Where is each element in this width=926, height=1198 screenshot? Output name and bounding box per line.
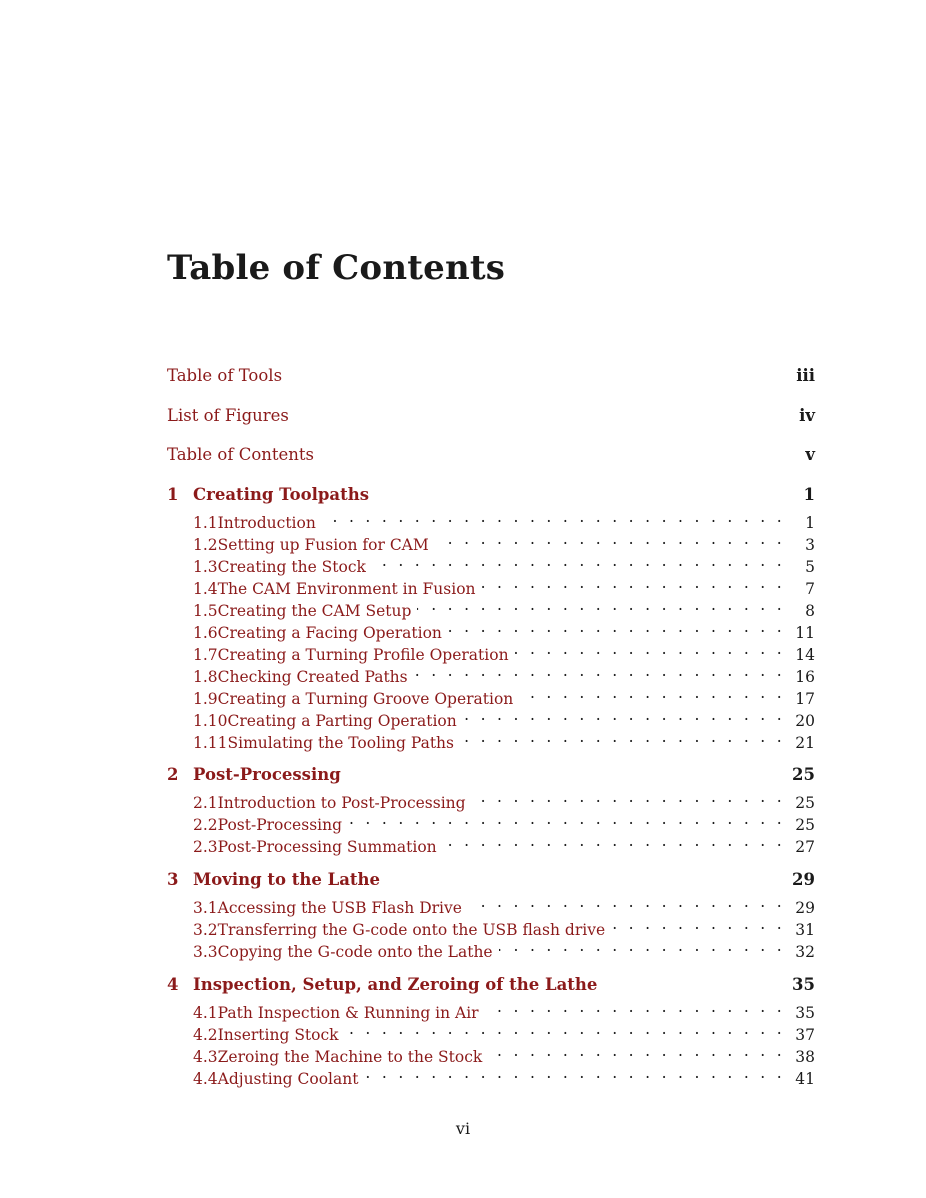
chapter-page: 29 <box>792 870 815 889</box>
toc-section-entry[interactable] <box>167 786 815 812</box>
leader-dots <box>468 891 785 913</box>
section-number: 2.1 <box>193 794 218 812</box>
toc-section-entry[interactable] <box>167 1040 815 1066</box>
toc-section-entry[interactable] <box>167 935 815 961</box>
section-title[interactable]: The CAM Environment in Fusion <box>217 580 476 598</box>
section-title[interactable]: Introduction <box>217 514 316 532</box>
toc-front-entry[interactable] <box>167 444 815 466</box>
toc-section-entry[interactable] <box>167 891 815 917</box>
section-number: 3.1 <box>193 899 218 917</box>
section-number: 3.3 <box>193 943 218 961</box>
toc-section-entry[interactable] <box>167 572 815 598</box>
leader-dots <box>519 682 785 704</box>
section-title[interactable]: Creating a Turning Groove Operation <box>217 690 514 708</box>
section-number: 1.9 <box>193 690 218 708</box>
toc-section-entry[interactable] <box>167 616 815 642</box>
section-number: 1.4 <box>193 580 218 598</box>
section-title[interactable]: Creating a Parting Operation <box>227 712 457 730</box>
toc-chapter-entry[interactable] <box>167 484 815 506</box>
section-title[interactable]: Adjusting Coolant <box>217 1070 359 1088</box>
chapter-number: 4 <box>167 975 179 994</box>
leader-dots <box>482 572 785 594</box>
leader-dots <box>417 594 785 616</box>
section-page: 1 <box>805 514 815 532</box>
section-title[interactable]: Checking Created Paths <box>217 668 408 686</box>
chapter-number: 3 <box>167 870 179 889</box>
section-page: 14 <box>795 646 815 664</box>
chapter-title[interactable]: Moving to the Lathe <box>193 870 381 889</box>
section-title[interactable]: Accessing the USB Flash Drive <box>217 899 462 917</box>
toc-front-entry[interactable] <box>167 405 815 427</box>
section-title[interactable]: Creating a Turning Profile Operation <box>217 646 509 664</box>
section-number: 1.7 <box>193 646 218 664</box>
leader-dots <box>611 913 785 935</box>
section-number: 1.5 <box>193 602 218 620</box>
section-page: 41 <box>795 1070 815 1088</box>
toc-chapter-entry[interactable] <box>167 764 815 786</box>
section-title[interactable]: Post-Processing <box>217 816 343 834</box>
toc-section-entry[interactable] <box>167 638 815 664</box>
toc-section-entry[interactable] <box>167 808 815 834</box>
section-number: 4.1 <box>193 1004 218 1022</box>
toc-section-entry[interactable] <box>167 594 815 620</box>
section-page: 32 <box>795 943 815 961</box>
toc-section-entry[interactable] <box>167 1062 815 1088</box>
chapter-page: 35 <box>792 975 815 994</box>
section-title[interactable]: Copying the G-code onto the Lathe <box>217 943 493 961</box>
toc-section-entry[interactable] <box>167 830 815 856</box>
section-number: 4.3 <box>193 1048 218 1066</box>
leader-dots <box>515 638 785 660</box>
section-number: 1.2 <box>193 536 218 554</box>
section-page: 29 <box>795 899 815 917</box>
chapter-page: 1 <box>803 485 815 504</box>
section-title[interactable]: Inserting Stock <box>217 1026 339 1044</box>
toc-entry-label[interactable]: List of Figures <box>167 406 289 425</box>
section-page: 11 <box>795 624 815 642</box>
toc-section-entry[interactable] <box>167 996 815 1022</box>
section-number: 1.8 <box>193 668 218 686</box>
section-title[interactable]: Simulating the Tooling Paths <box>227 734 454 752</box>
section-page: 38 <box>795 1048 815 1066</box>
section-number: 1.10 <box>193 712 228 730</box>
leader-dots <box>414 660 785 682</box>
leader-dots <box>345 1018 785 1040</box>
page-title: Table of Contents <box>167 248 506 288</box>
section-number: 4.2 <box>193 1026 218 1044</box>
section-page: 35 <box>795 1004 815 1022</box>
toc-entry-label[interactable]: Table of Tools <box>167 366 283 385</box>
leader-dots <box>460 726 785 748</box>
toc-section-entry[interactable] <box>167 528 815 554</box>
toc-section-entry[interactable] <box>167 726 815 752</box>
section-page: 17 <box>795 690 815 708</box>
section-page: 3 <box>805 536 815 554</box>
toc-chapter-entry[interactable] <box>167 869 815 891</box>
leader-dots <box>448 616 785 638</box>
leader-dots <box>364 1062 785 1084</box>
section-page: 31 <box>795 921 815 939</box>
leader-dots <box>443 830 785 852</box>
toc-chapter-entry[interactable] <box>167 974 815 996</box>
section-page: 5 <box>805 558 815 576</box>
section-number: 1.6 <box>193 624 218 642</box>
section-page: 7 <box>805 580 815 598</box>
section-page: 20 <box>795 712 815 730</box>
chapter-title[interactable]: Creating Toolpaths <box>193 485 369 504</box>
section-number: 4.4 <box>193 1070 218 1088</box>
section-number: 1.1 <box>193 514 218 532</box>
chapter-page: 25 <box>792 765 815 784</box>
section-title[interactable]: Creating a Facing Operation <box>217 624 442 642</box>
toc-front-entry[interactable] <box>167 365 815 387</box>
toc-entry-label[interactable]: Table of Contents <box>167 445 315 464</box>
section-title[interactable]: Zeroing the Machine to the Stock <box>217 1048 483 1066</box>
leader-dots <box>485 996 785 1018</box>
toc-entry-page: v <box>805 445 815 464</box>
section-title[interactable]: Setting up Fusion for CAM <box>217 536 429 554</box>
chapter-number: 1 <box>167 485 179 504</box>
toc-section-entry[interactable] <box>167 913 815 939</box>
section-number: 2.3 <box>193 838 218 856</box>
toc-section-entry[interactable] <box>167 704 815 730</box>
section-title[interactable]: Introduction to Post-Processing <box>217 794 466 812</box>
toc-section-entry[interactable] <box>167 550 815 576</box>
chapter-number: 2 <box>167 765 179 784</box>
chapter-title[interactable]: Post-Processing <box>193 765 341 784</box>
toc-entry-page: iv <box>799 406 815 425</box>
section-number: 3.2 <box>193 921 218 939</box>
toc-section-entry[interactable] <box>167 660 815 686</box>
section-title[interactable]: Creating the Stock <box>217 558 366 576</box>
section-title[interactable]: Post-Processing Summation <box>217 838 437 856</box>
section-page: 25 <box>795 816 815 834</box>
leader-dots <box>322 506 785 528</box>
section-number: 1.11 <box>193 734 228 752</box>
toc-section-entry[interactable] <box>167 682 815 708</box>
leader-dots <box>472 786 785 808</box>
leader-dots <box>499 935 785 957</box>
toc-section-entry[interactable] <box>167 1018 815 1044</box>
leader-dots <box>435 528 785 550</box>
section-title[interactable]: Transferring the G-code onto the USB flash drive <box>217 921 606 939</box>
section-page: 16 <box>795 668 815 686</box>
toc-entry-page: iii <box>796 366 815 385</box>
section-title[interactable]: Path Inspection & Running in Air <box>217 1004 479 1022</box>
leader-dots <box>372 550 785 572</box>
section-page: 8 <box>805 602 815 620</box>
section-page: 27 <box>795 838 815 856</box>
section-page: 25 <box>795 794 815 812</box>
page-number: vi <box>455 1119 471 1138</box>
section-number: 2.2 <box>193 816 218 834</box>
leader-dots <box>488 1040 785 1062</box>
chapter-title[interactable]: Inspection, Setup, and Zeroing of the Lathe <box>193 975 598 994</box>
toc-section-entry[interactable] <box>167 506 815 532</box>
leader-dots <box>463 704 785 726</box>
section-page: 21 <box>795 734 815 752</box>
section-page: 37 <box>795 1026 815 1044</box>
section-title[interactable]: Creating the CAM Setup <box>217 602 412 620</box>
section-number: 1.3 <box>193 558 218 576</box>
leader-dots <box>348 808 785 830</box>
